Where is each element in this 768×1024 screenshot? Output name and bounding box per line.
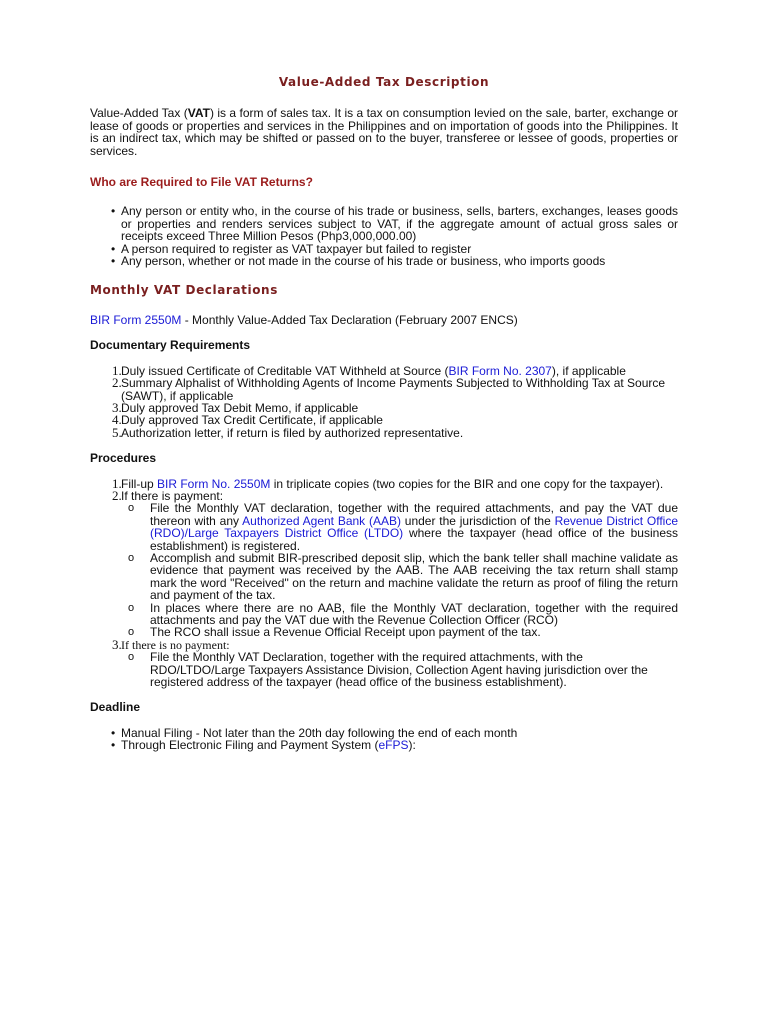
item-number: 1. — [112, 475, 122, 491]
bullet-icon: • — [111, 738, 116, 753]
list-item — [90, 424, 678, 440]
bullet-icon: • — [111, 241, 116, 256]
circle-bullet-icon: o — [128, 502, 135, 515]
list-item — [90, 502, 678, 552]
page-title: Value-Added Tax Description — [278, 75, 490, 89]
who-required-list — [90, 205, 678, 267]
item-number: 5. — [112, 424, 122, 440]
bullet-icon: • — [111, 725, 116, 740]
documentary-requirements-heading: Documentary Requirements — [90, 338, 251, 353]
payment-sublist — [90, 502, 678, 638]
authorized-agent-bank-link[interactable]: Authorized Agent Bank (AAB) — [242, 513, 401, 528]
circle-bullet-icon: o — [128, 601, 135, 614]
no-payment-sublist — [90, 651, 678, 688]
list-item-text: In places where there are no AAB, file the Monthly VAT declaration, together with the required attachments and pay the VAT due with the Revenue Collection Officer (RCO) — [150, 600, 678, 627]
list-item — [90, 636, 678, 690]
procedures-list — [90, 475, 678, 690]
list-item-text: The RCO shall issue a Revenue Official Receipt upon payment of the tax. — [150, 625, 541, 640]
list-item-text: Duly approved Tax Debit Memo, if applicable — [121, 400, 359, 415]
deadline-heading: Deadline — [90, 700, 141, 715]
efps-link[interactable]: eFPS — [378, 738, 409, 753]
list-item — [90, 377, 678, 402]
list-item-text: where the taxpayer (head office of the business establishment) is registered. — [150, 526, 678, 553]
item-number: 3. — [112, 636, 122, 652]
list-item-text: ): — [408, 738, 416, 753]
list-item-text: Any person, whether or not made in the course of his trade or business, who imports goods — [121, 254, 606, 269]
list-item-text: Through Electronic Filing and Payment System ( — [121, 738, 379, 753]
list-item-text: Duly issued Certificate of Creditable VAT Withheld at Source ( — [121, 363, 449, 378]
list-item-text: Summary Alphalist of Withholding Agents of Income Payments Subjected to Withholding Tax at Source (SAWT), if applicable — [121, 376, 666, 403]
list-item-text: File the Monthly VAT declaration, together with the required attachments, and pay the VAT due thereon with any — [150, 501, 678, 528]
list-item — [90, 651, 678, 688]
bir-form-description: - Monthly Value-Added Tax Declaration (February 2007 ENCS) — [181, 312, 518, 327]
list-item-text: ), if applicable — [551, 363, 626, 378]
bir-form-2550m-link[interactable]: BIR Form 2550M — [90, 312, 182, 327]
circle-bullet-icon: o — [128, 551, 135, 564]
circle-bullet-icon: o — [128, 626, 135, 639]
monthly-vat-heading: Monthly VAT Declarations — [90, 283, 278, 298]
list-item-text: Authorization letter, if return is filed by authorized representative. — [121, 425, 464, 440]
vat-abbreviation: VAT — [187, 106, 210, 121]
list-item-text: Accomplish and submit BIR-prescribed deposit slip, which the bank teller shall machine validate as evidence that payment was received by the AAB. The AAB receiving the tax return shall stamp mark the word "Received" on the return and machine validate the return as proof of filing the return and payment of the tax. — [150, 550, 678, 603]
list-item-text: If there is payment: — [121, 488, 224, 503]
bir-form-2550m-link-2[interactable]: BIR Form No. 2550M — [157, 476, 271, 491]
item-number: 2. — [112, 487, 122, 503]
procedures-heading: Procedures — [90, 451, 157, 466]
bullet-icon: • — [111, 254, 116, 269]
list-item-text: in triplicate copies (two copies for the BIR and one copy for the taxpayer). — [270, 476, 664, 491]
circle-bullet-icon: o — [128, 651, 135, 664]
list-item — [90, 739, 678, 751]
item-number: 1. — [112, 362, 122, 378]
revenue-district-office-link[interactable]: Revenue District Office (RDO)/Large Taxpayers District Office (LTDO) — [150, 513, 678, 541]
list-item — [90, 205, 678, 242]
intro-text-2: ) is a form of sales tax. It is a tax on consumption levied on the sale, barter, exchange or lease of goods or properties and services in the Philippines and on importation of goods into the Philippines. It is an indirect tax, which may be shifted or passed on to the buyer, transferee or lessee of goods, properties or services. — [90, 106, 678, 158]
bullet-icon: • — [111, 204, 116, 219]
list-item-text: Any person or entity who, in the course of his trade or business, sells, barters, exchanges, leases goods or properties and renders services subject to VAT, if the aggregate amount of actual gross sales or receipts exceed Three Million Pesos (Php3,000,000.00) — [121, 204, 678, 244]
item-number: 4. — [112, 412, 122, 428]
list-item — [90, 487, 678, 640]
list-item-text: If there is no payment: — [121, 637, 230, 652]
bir-form-line — [90, 314, 678, 326]
item-number: 2. — [112, 375, 122, 391]
list-item-text: Manual Filing - Not later than the 20th day following the end of each month — [121, 725, 518, 740]
bir-form-2307-link[interactable]: BIR Form No. 2307 — [448, 363, 552, 378]
list-item — [90, 255, 678, 267]
list-item-text: File the Monthly VAT Declaration, together with the required attachments, with the RDO/LTDO/Large Taxpayers Assistance Division, Collection Agent having jurisdiction over the registered address of the taxpayer (head office of the business establishment). — [150, 650, 648, 690]
documentary-requirements-list — [90, 362, 678, 440]
list-item — [90, 602, 678, 627]
list-item — [90, 552, 678, 602]
list-item-text: A person required to register as VAT taxpayer but failed to register — [121, 241, 472, 256]
intro-paragraph — [90, 107, 678, 157]
list-item-text: Duly approved Tax Credit Certificate, if applicable — [121, 413, 383, 428]
list-item-text: Fill-up — [121, 476, 158, 491]
list-item-text: under the jurisdiction of the — [400, 513, 555, 528]
deadline-list — [90, 727, 678, 752]
item-number: 3. — [112, 399, 122, 415]
document-page — [90, 76, 678, 752]
intro-text-1: Value-Added Tax ( — [90, 106, 188, 121]
who-required-heading: Who are Required to File VAT Returns? — [90, 175, 313, 190]
